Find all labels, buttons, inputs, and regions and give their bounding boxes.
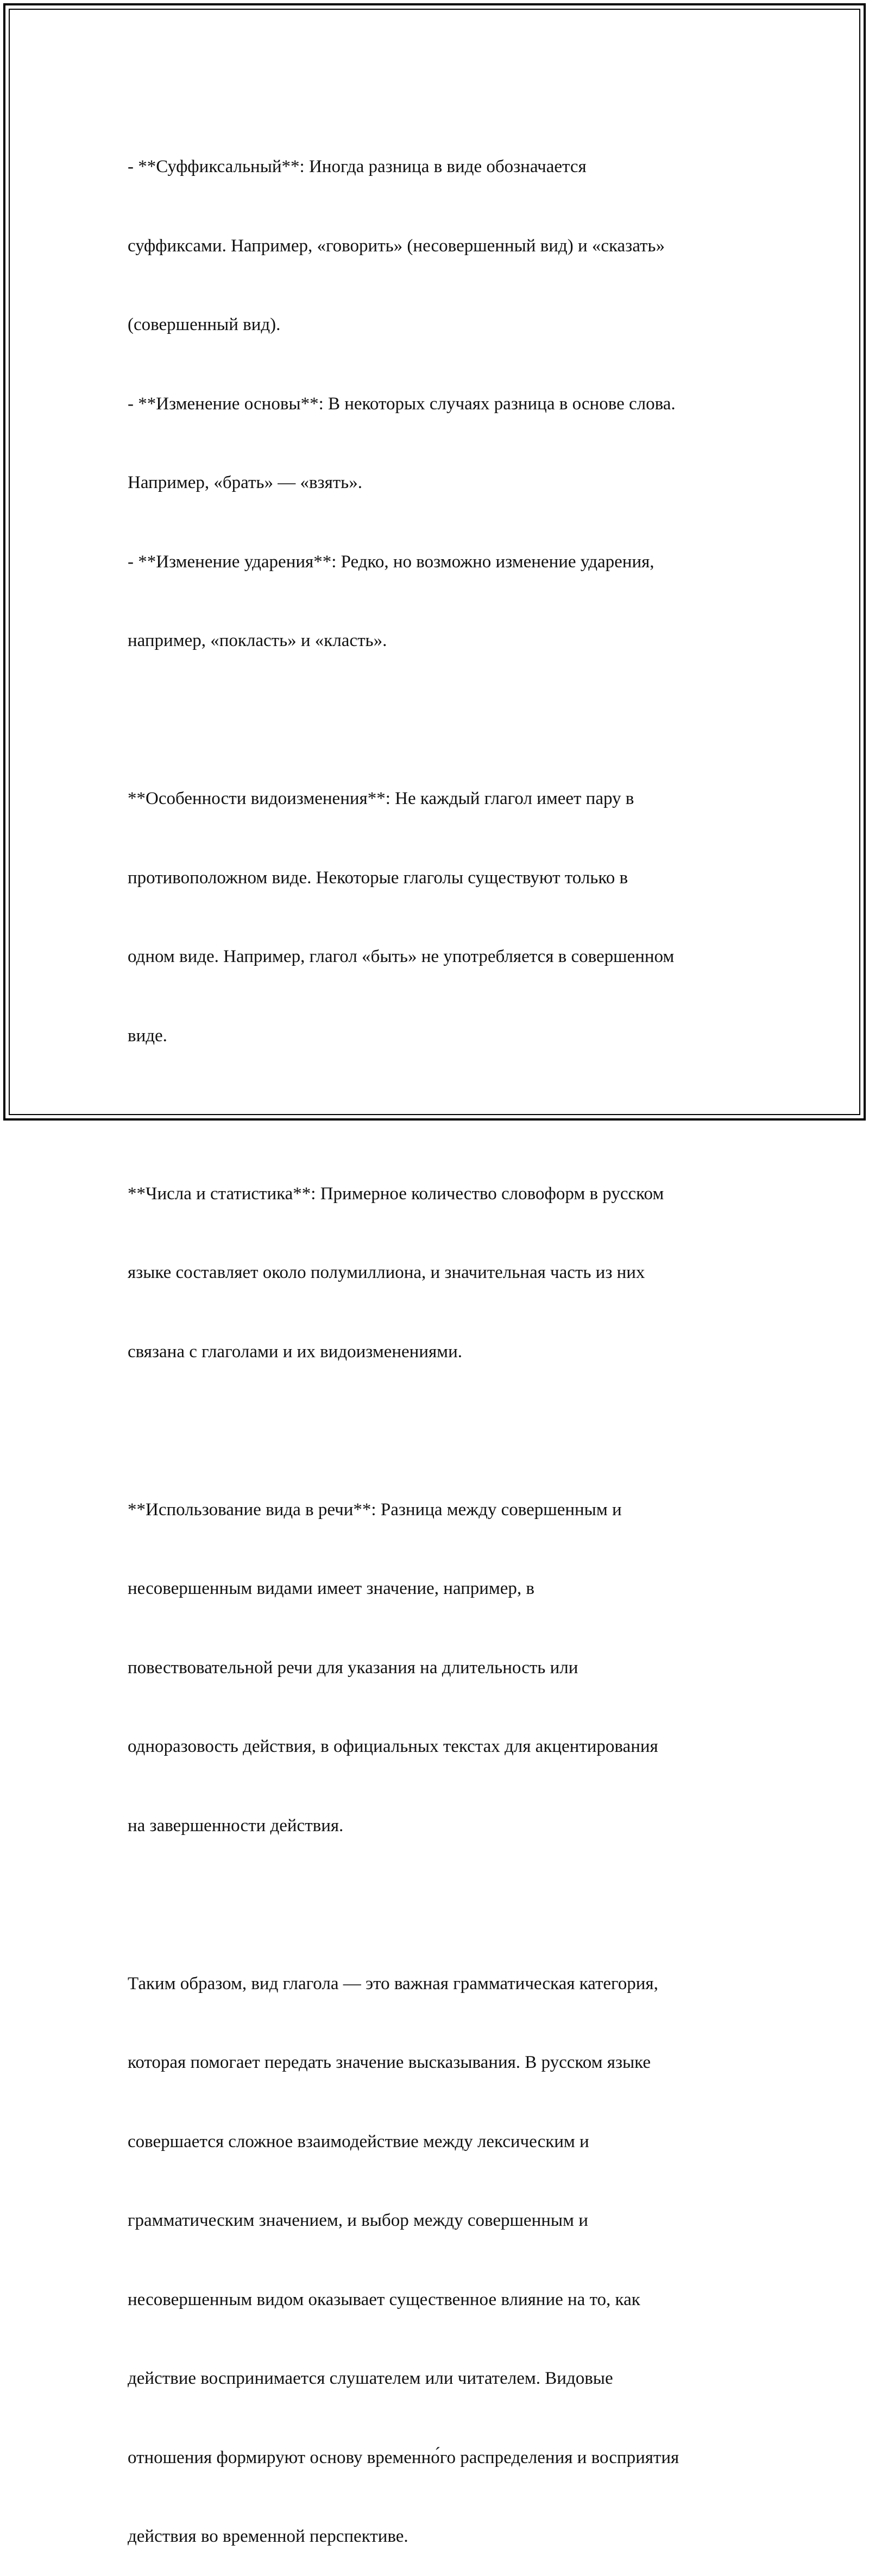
blank-line bbox=[128, 1102, 769, 1128]
text-line: действие воспринимается слушателем или читателем. Видовые bbox=[128, 2369, 613, 2388]
text-line: одном виде. Например, глагол «быть» не употребляется в совершенном bbox=[128, 947, 675, 966]
text-line: суффиксами. Например, «говорить» (несовершенный вид) и «сказать» bbox=[128, 236, 665, 256]
text-line: отношения формируют основу временно́го распределения и восприятия bbox=[128, 2447, 679, 2467]
document-body bbox=[128, 101, 769, 2576]
blank-line bbox=[128, 1417, 769, 1444]
text-line: например, «покласть» и «класть». bbox=[128, 631, 387, 650]
blank-line bbox=[128, 1891, 769, 1918]
text-line: - **Суффиксальный**: Иногда разница в виде обозначается bbox=[128, 157, 587, 176]
text-line: **Использование вида в речи**: Разница между совершенным и bbox=[128, 1499, 622, 1520]
text-line: **Особенности видоизменения**: Не каждый глагол имеет пару в bbox=[128, 789, 634, 808]
text-line: на завершенности действия. bbox=[128, 1815, 344, 1836]
blank-line bbox=[128, 707, 769, 733]
text-line: действия во временной перспективе. bbox=[128, 2527, 408, 2546]
text-line: виде. bbox=[128, 1026, 167, 1046]
text-line: **Числа и статистика**: Примерное количество словоформ в русском bbox=[128, 1183, 664, 1204]
text-line: несовершенным видами имеет значение, например, в bbox=[128, 1579, 535, 1598]
text-line: языке составляет около полумиллиона, и значительная часть из них bbox=[128, 1263, 645, 1282]
text-line: грамматическим значением, и выбор между совершенным и bbox=[128, 2211, 588, 2230]
text-line: несовершенным видом оказывает существенное влияние на то, как bbox=[128, 2289, 640, 2309]
text-line: - **Изменение основы**: В некоторых случаях разница в основе слова. bbox=[128, 394, 676, 414]
text-line: повествовательной речи для указания на длительность или bbox=[128, 1657, 578, 1678]
text-line: которая помогает передать значение высказывания. В русском языке bbox=[128, 2053, 651, 2072]
text-line: совершается сложное взаимодействие между лексическим и bbox=[128, 2131, 589, 2151]
text-line: Таким образом, вид глагола — это важная грамматическая категория, bbox=[128, 1973, 658, 1993]
text-line: Например, «брать» — «взять». bbox=[128, 473, 362, 492]
text-line: одноразовость действия, в официальных текстах для акцентирования bbox=[128, 1737, 658, 1756]
text-line: связана с глаголами и их видоизменениями. bbox=[128, 1341, 462, 1362]
text-line: - **Изменение ударения**: Редко, но возможно изменение ударения, bbox=[128, 552, 654, 572]
text-line: противоположном виде. Некоторые глаголы существуют только в bbox=[128, 868, 628, 888]
text-line: (совершенный вид). bbox=[128, 315, 281, 334]
